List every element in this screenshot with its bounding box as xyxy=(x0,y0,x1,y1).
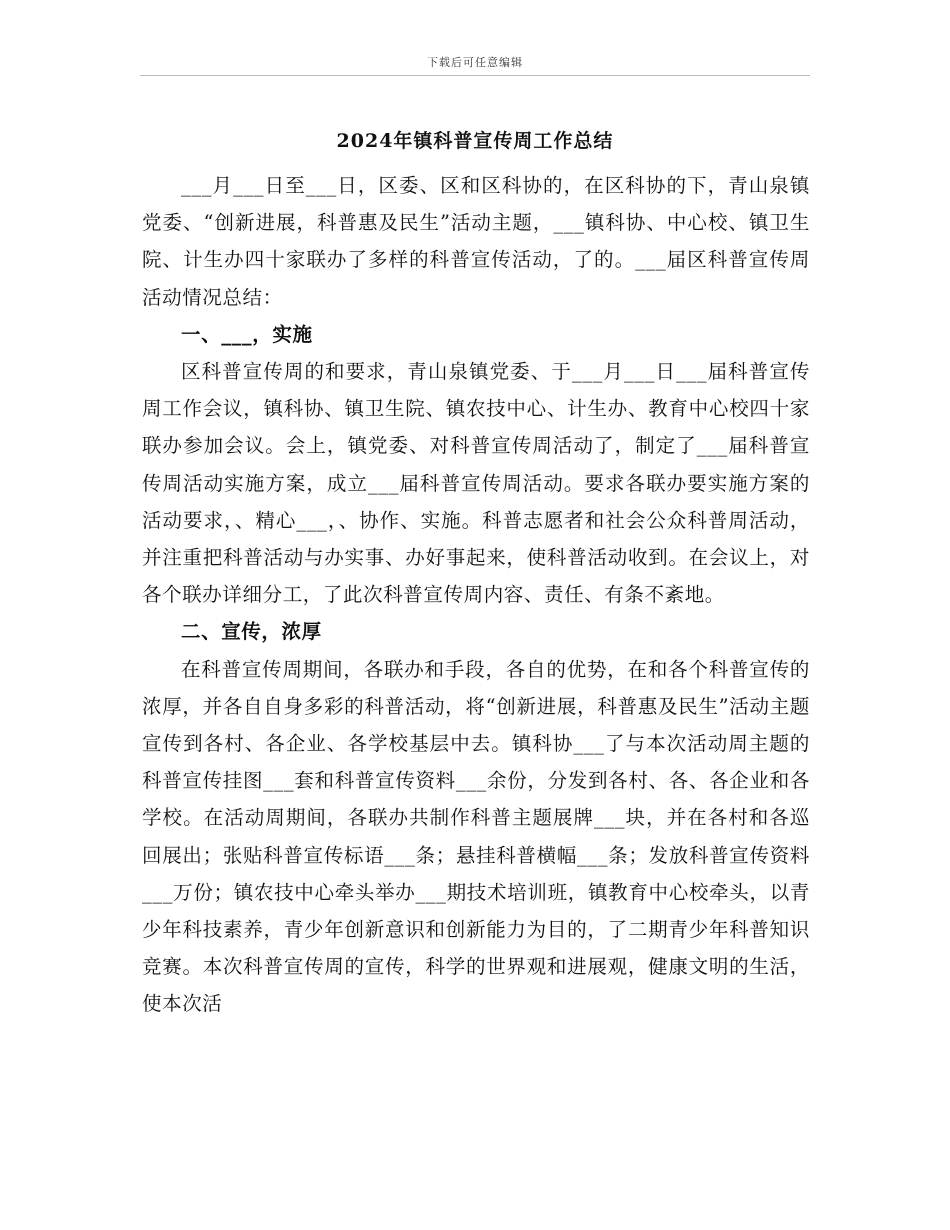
document-title: 2024年镇科普宣传周工作总结 xyxy=(336,130,614,152)
section-heading-2: 二、宣传，浓厚 xyxy=(181,620,322,644)
intro-paragraph: ___月___日至___日，区委、区和区科协的，在区科协的下，青山泉镇党委、“创新进展，科普惠及民生”活动主题，___镇科协、中心校、镇卫生院、计生办四十家联办了多样的科普宣传活动，了的。___届区科普宣传周活动情况总结： xyxy=(142,174,810,309)
header-note: 下载后可任意编辑 xyxy=(427,56,523,69)
document-body xyxy=(142,167,810,1023)
header-divider xyxy=(140,75,810,76)
section-paragraph-1: 区科普宣传周的和要求，青山泉镇党委、于___月___日___届科普宣传周工作会议，镇科协、镇卫生院、镇农技中心、计生办、教育中心校四十家联办参加会议。会上，镇党委、对科普宣传周活动了，制定了___届科普宣传周活动实施方案，成立___届科普宣传周活动。要求各联办要实施方案的活动要求，、精心___，、协作、实施。科普志愿者和社会公众科普周活动，并注重把科普活动与办实事、办好事起来，使科普活动收到。在会议上，对各个联办详细分工，了此次科普宣传周内容、责任、有条不紊地。 xyxy=(142,360,810,607)
section-heading-1: 一、___，实施 xyxy=(181,322,313,346)
section-paragraph-2: 在科普宣传周期间，各联办和手段，各自的优势，在和各个科普宣传的浓厚，并各自自身多彩的科普活动，将“创新进展，科普惠及民生”活动主题宣传到各村、各企业、各学校基层中去。镇科协___了与本次活动周主题的科普宣传挂图___套和科普宣传资料___余份，分发到各村、各、各企业和各学校。在活动周期间，各联办共制作科普主题展牌___块，并在各村和各巡回展出；张贴科普宣传标语___条；悬挂科普横幅___条；发放科普宣传资料___万份；镇农技中心牵头举办___期技术培训班，镇教育中心校牵头，以青少年科技素养，青少年创新意识和创新能力为目的，了二期青少年科普知识竞赛。本次科普宣传周的宣传，科学的世界观和进展观，健康文明的生活，使本次活 xyxy=(142,657,810,1016)
